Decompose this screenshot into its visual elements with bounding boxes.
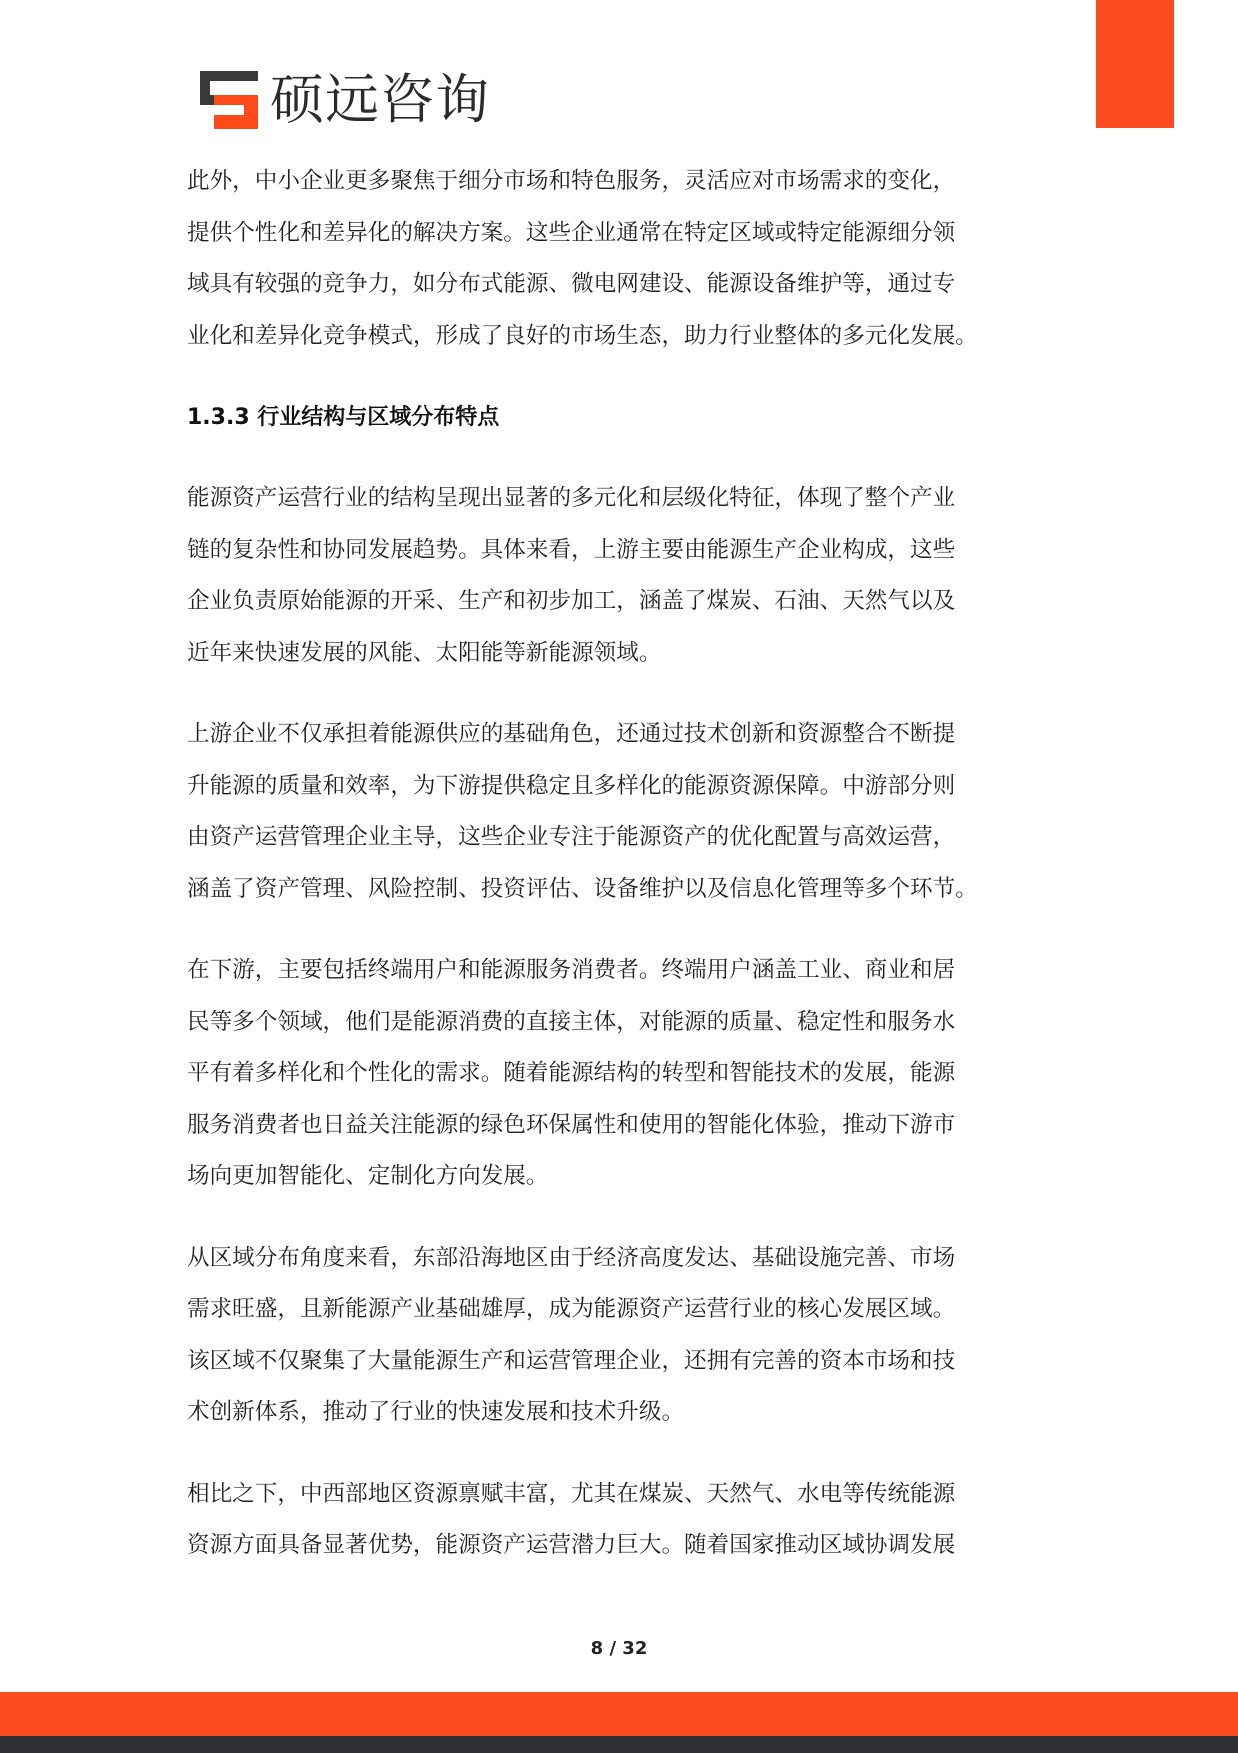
text-line: 上游企业不仅承担着能源供应的基础角色，还通过技术创新和资源整合不断提 bbox=[187, 721, 956, 747]
text-line: 该区域不仅聚集了大量能源生产和运营管理企业，还拥有完善的资本市场和技 bbox=[187, 1347, 956, 1374]
text-line: 由资产运营管理企业主导，这些企业专注于能源资产的优化配置与高效运营， bbox=[187, 824, 956, 850]
text-line: 企业负责原始能源的开采、生产和初步加工，涵盖了煤炭、石油、天然气以及 bbox=[187, 588, 956, 614]
brand-name: 硕远咨询 bbox=[270, 68, 490, 131]
text-line: 涵盖了资产管理、风险控制、投资评估、设备维护以及信息化管理等多个环节。 bbox=[187, 875, 978, 902]
brand-logo bbox=[200, 68, 490, 132]
text-line: 服务消费者也日益关注能源的绿色环保属性和使用的智能化体验，推动下游市 bbox=[187, 1111, 956, 1138]
paragraph-gap bbox=[187, 443, 1057, 473]
text-line: 平有着多样化和个性化的需求。随着能源结构的转型和智能技术的发展，能源 bbox=[187, 1060, 956, 1086]
body-paragraph bbox=[187, 473, 1057, 679]
text-line: 链的复杂性和协同发展趋势。具体来看，上游主要由能源生产企业构成，这些 bbox=[187, 536, 956, 563]
text-line: 近年来快速发展的风能、太阳能等新能源领域。 bbox=[187, 639, 662, 666]
body-paragraph bbox=[187, 1233, 1057, 1439]
body-paragraph bbox=[187, 709, 1057, 915]
s-shape-logo-icon bbox=[200, 71, 258, 129]
corner-accent-tab bbox=[1096, 0, 1174, 128]
body-paragraph bbox=[187, 945, 1057, 1203]
text-line: 此外，中小企业更多聚焦于细分市场和特色服务，灵活应对市场需求的变化， bbox=[187, 168, 956, 194]
text-line: 域具有较强的竞争力，如分布式能源、微电网建设、能源设备维护等，通过专 bbox=[187, 271, 956, 297]
text-line: 需求旺盛，且新能源产业基础雄厚，成为能源资产运营行业的核心发展区域。 bbox=[187, 1296, 956, 1322]
paragraph-gap bbox=[187, 362, 1057, 392]
document-body bbox=[187, 156, 1057, 1572]
text-line: 相比之下，中西部地区资源禀赋丰富，尤其在煤炭、天然气、水电等传统能源 bbox=[187, 1480, 956, 1507]
text-line: 能源资产运营行业的结构呈现出显著的多元化和层级化特征，体现了整个产业 bbox=[187, 485, 956, 511]
text-line: 提供个性化和差异化的解决方案。这些企业通常在特定区域或特定能源细分领 bbox=[187, 219, 956, 246]
text-line: 升能源的质量和效率，为下游提供稳定且多样化的能源资源保障。中游部分则 bbox=[187, 772, 956, 799]
page-number: 8 / 32 bbox=[590, 1638, 648, 1659]
text-line: 资源方面具备显著优势，能源资产运营潜力巨大。随着国家推动区域协调发展 bbox=[187, 1532, 956, 1558]
text-line: 术创新体系，推动了行业的快速发展和技术升级。 bbox=[187, 1399, 685, 1425]
body-paragraph bbox=[187, 1469, 1057, 1572]
text-line: 从区域分布角度来看，东部沿海地区由于经济高度发达、基础设施完善、市场 bbox=[187, 1244, 956, 1271]
paragraph-gap bbox=[187, 1203, 1057, 1233]
text-line: 业化和差异化竞争模式，形成了良好的市场生态，助力行业整体的多元化发展。 bbox=[187, 322, 978, 349]
text-line: 民等多个领域，他们是能源消费的直接主体，对能源的质量、稳定性和服务水 bbox=[187, 1008, 956, 1035]
paragraph-gap bbox=[187, 1439, 1057, 1469]
paragraph-gap bbox=[187, 915, 1057, 945]
paragraph-gap bbox=[187, 679, 1057, 709]
text-line: 场向更加智能化、定制化方向发展。 bbox=[187, 1163, 549, 1189]
body-paragraph bbox=[187, 156, 1057, 362]
footer-dark-strip bbox=[0, 1736, 1238, 1753]
footer-accent-bar bbox=[0, 1692, 1238, 1736]
text-line: 在下游，主要包括终端用户和能源服务消费者。终端用户涵盖工业、商业和居 bbox=[187, 957, 956, 983]
section-heading: 1.3.3 行业结构与区域分布特点 bbox=[187, 405, 500, 430]
